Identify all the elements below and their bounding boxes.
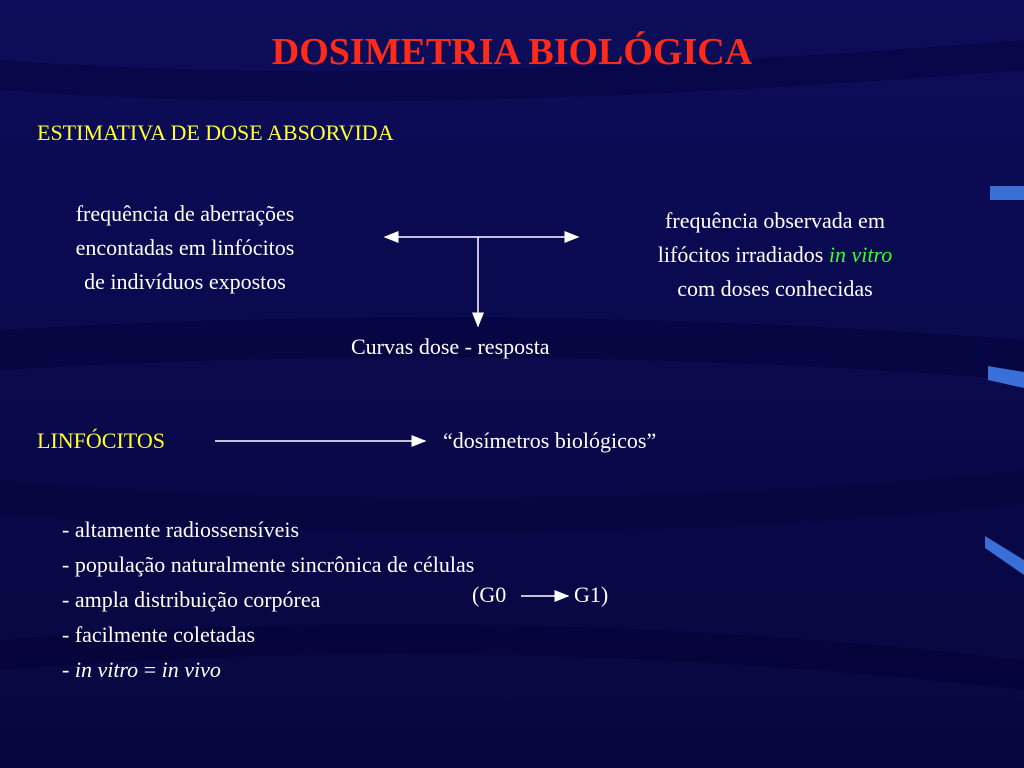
left-block-line: frequência de aberrações	[75, 201, 295, 226]
section-heading-estimativa: ESTIMATIVA DE DOSE ABSORVIDA	[37, 120, 394, 145]
list-item: - altamente radiossensíveis	[62, 517, 300, 542]
g0-label: (G0	[472, 582, 507, 607]
left-block-line: encontadas em linfócitos	[75, 235, 295, 260]
list-item: - ampla distribuição corpórea	[62, 587, 321, 612]
slide-title: DOSIMETRIA BIOLÓGICA	[271, 31, 753, 73]
list-item: - população naturalmente sincrônica de células	[62, 552, 475, 577]
biological-dosimeters-label: “dosímetros biológicos”	[443, 428, 657, 453]
list-item: - in vitro = in vivo	[62, 657, 221, 682]
in-vitro-emphasis: in vitro	[828, 242, 893, 267]
lymphocyte-properties-list	[62, 512, 474, 687]
list-item: - facilmente coletadas	[62, 622, 256, 647]
left-block-line: de indivíduos expostos	[84, 269, 286, 294]
right-block-line: frequência observada em	[665, 208, 885, 233]
dose-response-label: Curvas dose - resposta	[351, 334, 550, 359]
g1-label: G1)	[574, 582, 609, 607]
section-heading-linfocitos: LINFÓCITOS	[37, 428, 165, 453]
right-block-line: lifócitos irradiados in vitro	[657, 242, 893, 267]
right-block-line: com doses conhecidas	[677, 276, 873, 301]
